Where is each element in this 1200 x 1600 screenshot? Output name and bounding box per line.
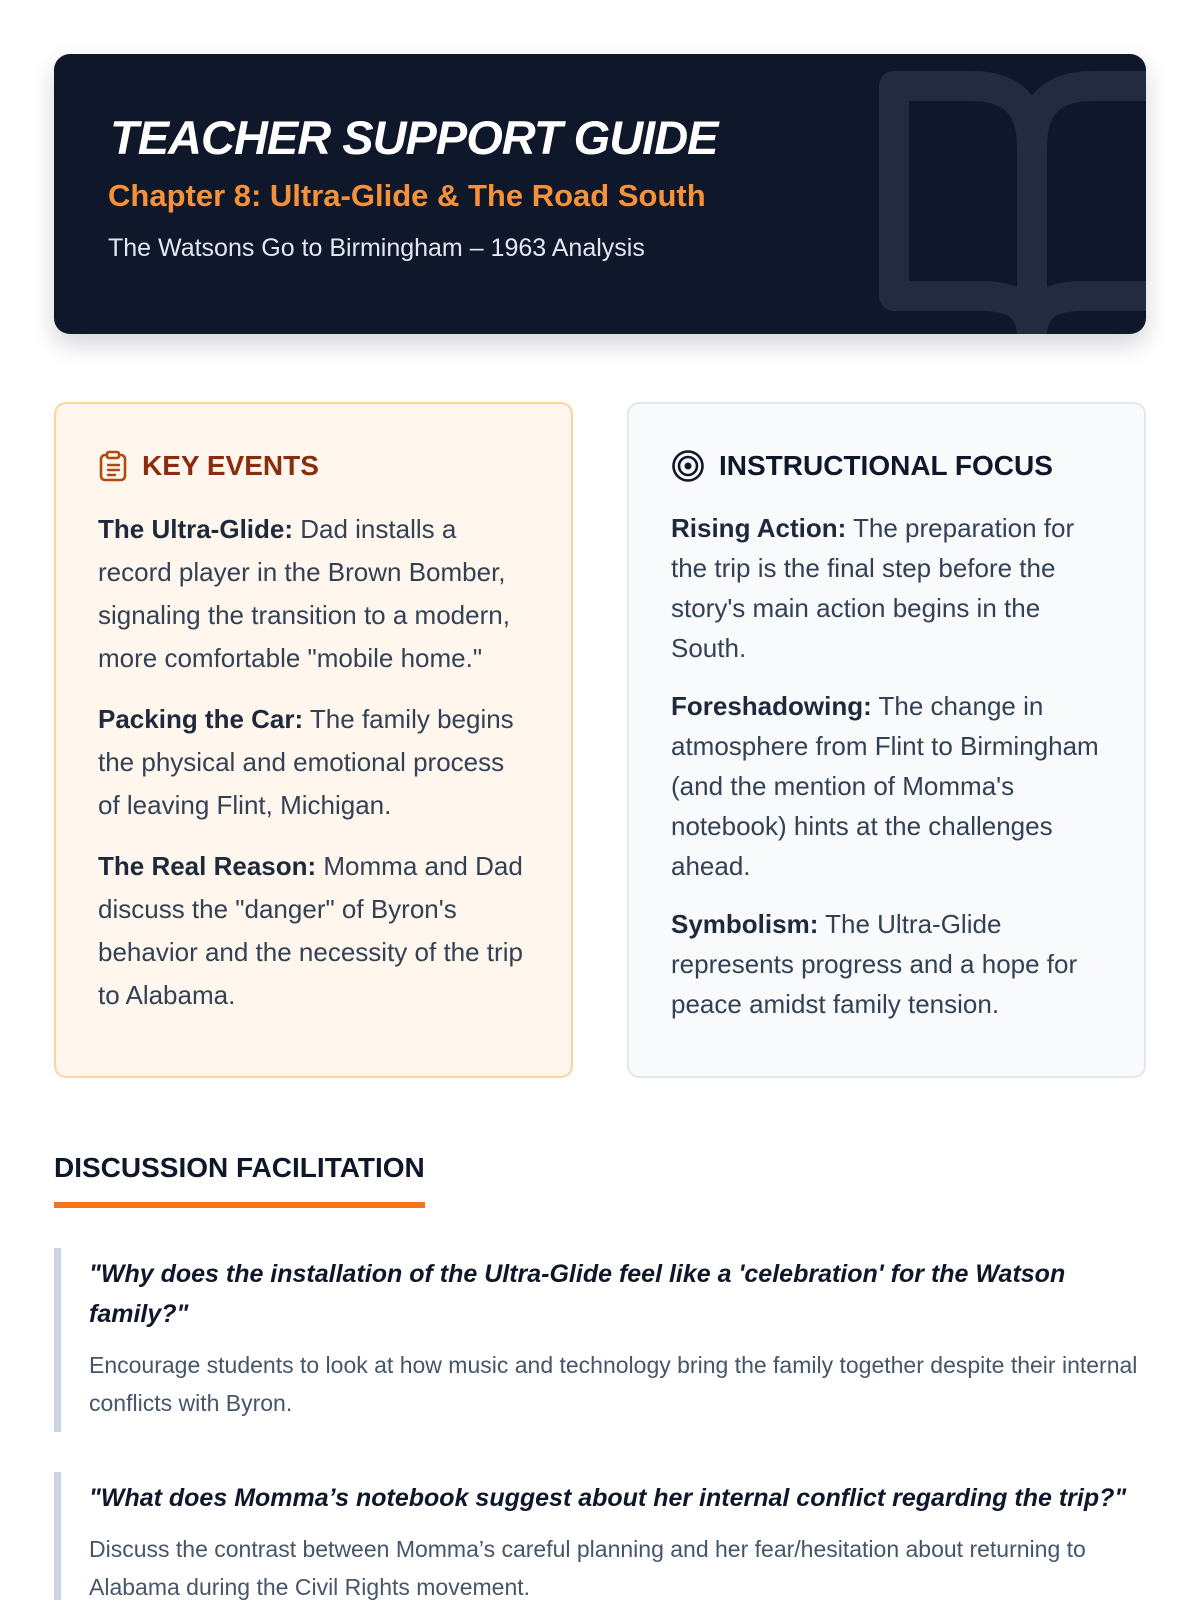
page-title: TEACHER SUPPORT GUIDE [110, 111, 718, 164]
list-item: The Real Reason: Momma and Dad discuss the "danger" of Byron's behavior and the necessity of the trip to Alabama. [98, 851, 523, 1010]
key-events-card [54, 402, 573, 1078]
list-item: Rising Action: The preparation for the trip is the final step before the story's main action begins in the South. [671, 513, 1075, 663]
list-item: Packing the Car: The family begins the physical and emotional process of leaving Flint, Michigan. [98, 704, 514, 820]
info-columns [54, 402, 1146, 1078]
list-item: The Ultra-Glide: Dad installs a record player in the Brown Bomber, signaling the transition to a modern, more comfortable "mobile home." [98, 514, 510, 673]
instructional-focus-heading [671, 446, 1102, 486]
discussion-questions [54, 1248, 1146, 1600]
clipboard-icon [98, 450, 128, 482]
book-analysis-label: The Watsons Go to Birmingham – 1963 Analysis [108, 234, 645, 262]
discussion-heading: DISCUSSION FACILITATION [54, 1150, 425, 1208]
list-item: Foreshadowing: The change in atmosphere from Flint to Birmingham (and the mention of Momma's notebook) hints at the challenges ahead. [671, 691, 1099, 881]
list-item: Symbolism: The Ultra-Glide represents progress and a hope for peace amidst family tension. [671, 909, 1078, 1019]
chapter-subtitle: Chapter 8: Ultra-Glide & The Road South [108, 178, 706, 213]
question-text: "Why does the installation of the Ultra-Glide feel like a 'celebration' for the Watson family?" [89, 1260, 1066, 1328]
discussion-question [54, 1472, 1146, 1600]
target-icon [671, 449, 705, 483]
question-text: "What does Momma’s notebook suggest about her internal conflict regarding the trip?" [89, 1484, 1127, 1512]
instructional-focus-card [627, 402, 1146, 1078]
instructional-focus-title: INSTRUCTIONAL FOCUS [719, 450, 1053, 481]
guide-header [54, 54, 1146, 334]
key-events-heading [98, 446, 529, 486]
discussion-question [54, 1248, 1146, 1432]
question-note: Discuss the contrast between Momma’s careful planning and her fear/hesitation about returning to Alabama during the Civil Rights movement. [89, 1536, 1086, 1600]
question-note: Encourage students to look at how music and technology bring the family together despite their internal conflicts with Byron. [89, 1352, 1138, 1416]
key-events-title: KEY EVENTS [142, 450, 319, 481]
